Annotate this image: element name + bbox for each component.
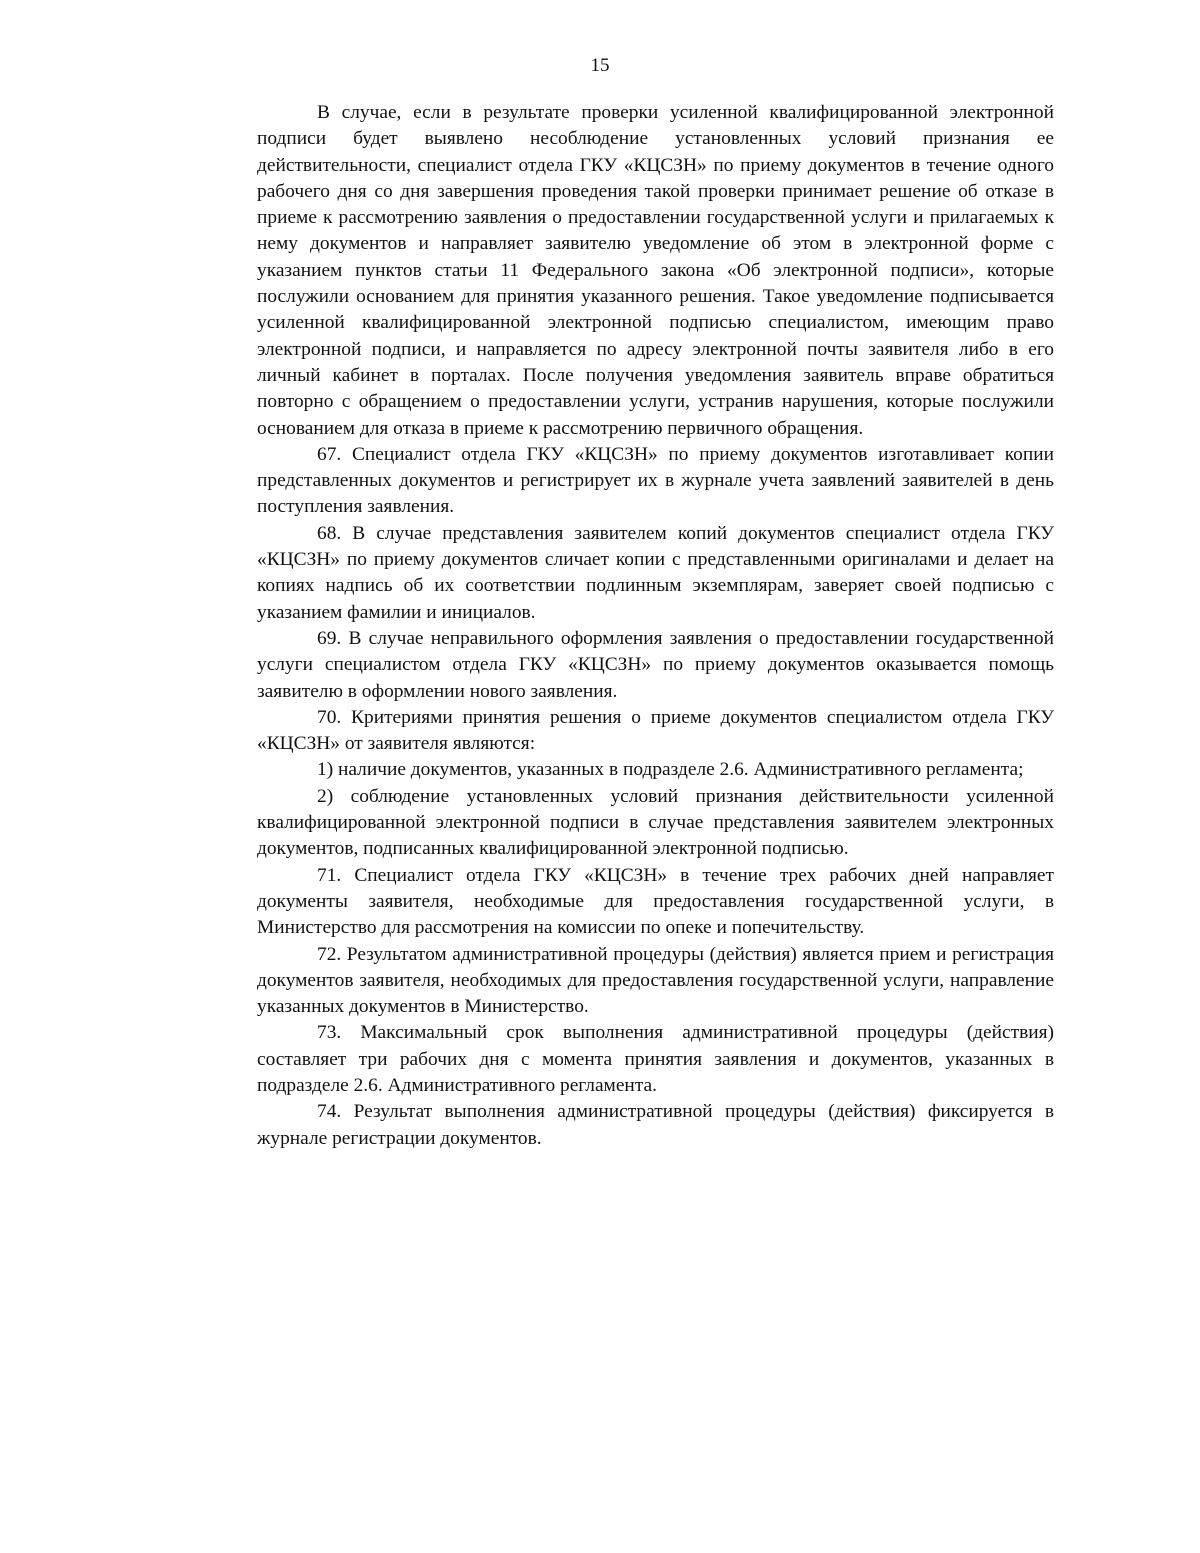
paragraph-74: 74. Результат выполнения административной процедуры (действия) фиксируется в журнале регистрации документов. bbox=[257, 1101, 1054, 1149]
paragraph-73: 73. Максимальный срок выполнения административной процедуры (действия) составляет три рабочих дня с момента принятия заявления и документов, указанных в подразделе 2.6. Административного регламента. bbox=[257, 1022, 1054, 1096]
document-body bbox=[257, 100, 1054, 1152]
paragraph-70-item-1: 1) наличие документов, указанных в подразделе 2.6. Административного регламента; bbox=[317, 759, 1024, 781]
paragraph-intro: В случае, если в результате проверки усиленной квалифицированной электронной подписи будет выявлено несоблюдение установленных условий признания ее действительности, специалист отдела ГКУ «КЦСЗН» по приему документов в течение одного рабочего дня со дня завершения проведения такой проверки принимает решение об отказе в приеме к рассмотрению заявления о предоставлении государственной услуги и прилагаемых к нему документов и направляет заявителю уведомление об этом в электронной форме с указанием пунктов статьи 11 Федерального закона «Об электронной подписи», которые послужили основанием для принятия указанного решения. Такое уведомление подписывается усиленной квалифицированной электронной подписью специалистом, имеющим право электронной подписи, и направляется по адресу электронной почты заявителя либо в его личный кабинет в порталах. После получения уведомления заявитель вправе обратиться повторно с обращением о предоставлении услуги, устранив нарушения, которые послужили основанием для отказа в приеме к рассмотрению первичного обращения. bbox=[257, 102, 1054, 439]
paragraph-70: 70. Критериями принятия решения о приеме документов специалистом отдела ГКУ «КЦСЗН» от заявителя являются: bbox=[257, 706, 1054, 755]
page-number: 15 bbox=[590, 55, 610, 76]
paragraph-70-item-2: 2) соблюдение установленных условий признания действительности усиленной квалифицированной электронной подписи в случае представления заявителем электронных документов, подписанных квалифицированной электронной подписью. bbox=[257, 785, 1054, 860]
paragraph-71: 71. Специалист отдела ГКУ «КЦСЗН» в течение трех рабочих дней направляет документы заявителя, необходимые для предоставления государственной услуги, в Министерство для рассмотрения на комиссии по опеке и попечительству. bbox=[257, 864, 1054, 939]
paragraph-72: 72. Результатом административной процедуры (действия) является прием и регистрация документов заявителя, необходимых для предоставления государственной услуги, направление указанных документов в Министерство. bbox=[257, 943, 1054, 1018]
paragraph-69: 69. В случае неправильного оформления заявления о предоставлении государственной услуги специалистом отдела ГКУ «КЦСЗН» по приему документов оказывается помощь заявителю в оформлении нового заявления. bbox=[257, 627, 1054, 702]
paragraph-67: 67. Специалист отдела ГКУ «КЦСЗН» по приему документов изготавливает копии представленных документов и регистрирует их в журнале учета заявлений заявителей в день поступления заявления. bbox=[257, 443, 1054, 518]
paragraph-68: 68. В случае представления заявителем копий документов специалист отдела ГКУ «КЦСЗН» по приему документов сличает копии с представленными оригиналами и делает на копиях надпись об их соответствии подлинным экземплярам, заверяет своей подписью с указанием фамилии и инициалов. bbox=[257, 522, 1054, 623]
